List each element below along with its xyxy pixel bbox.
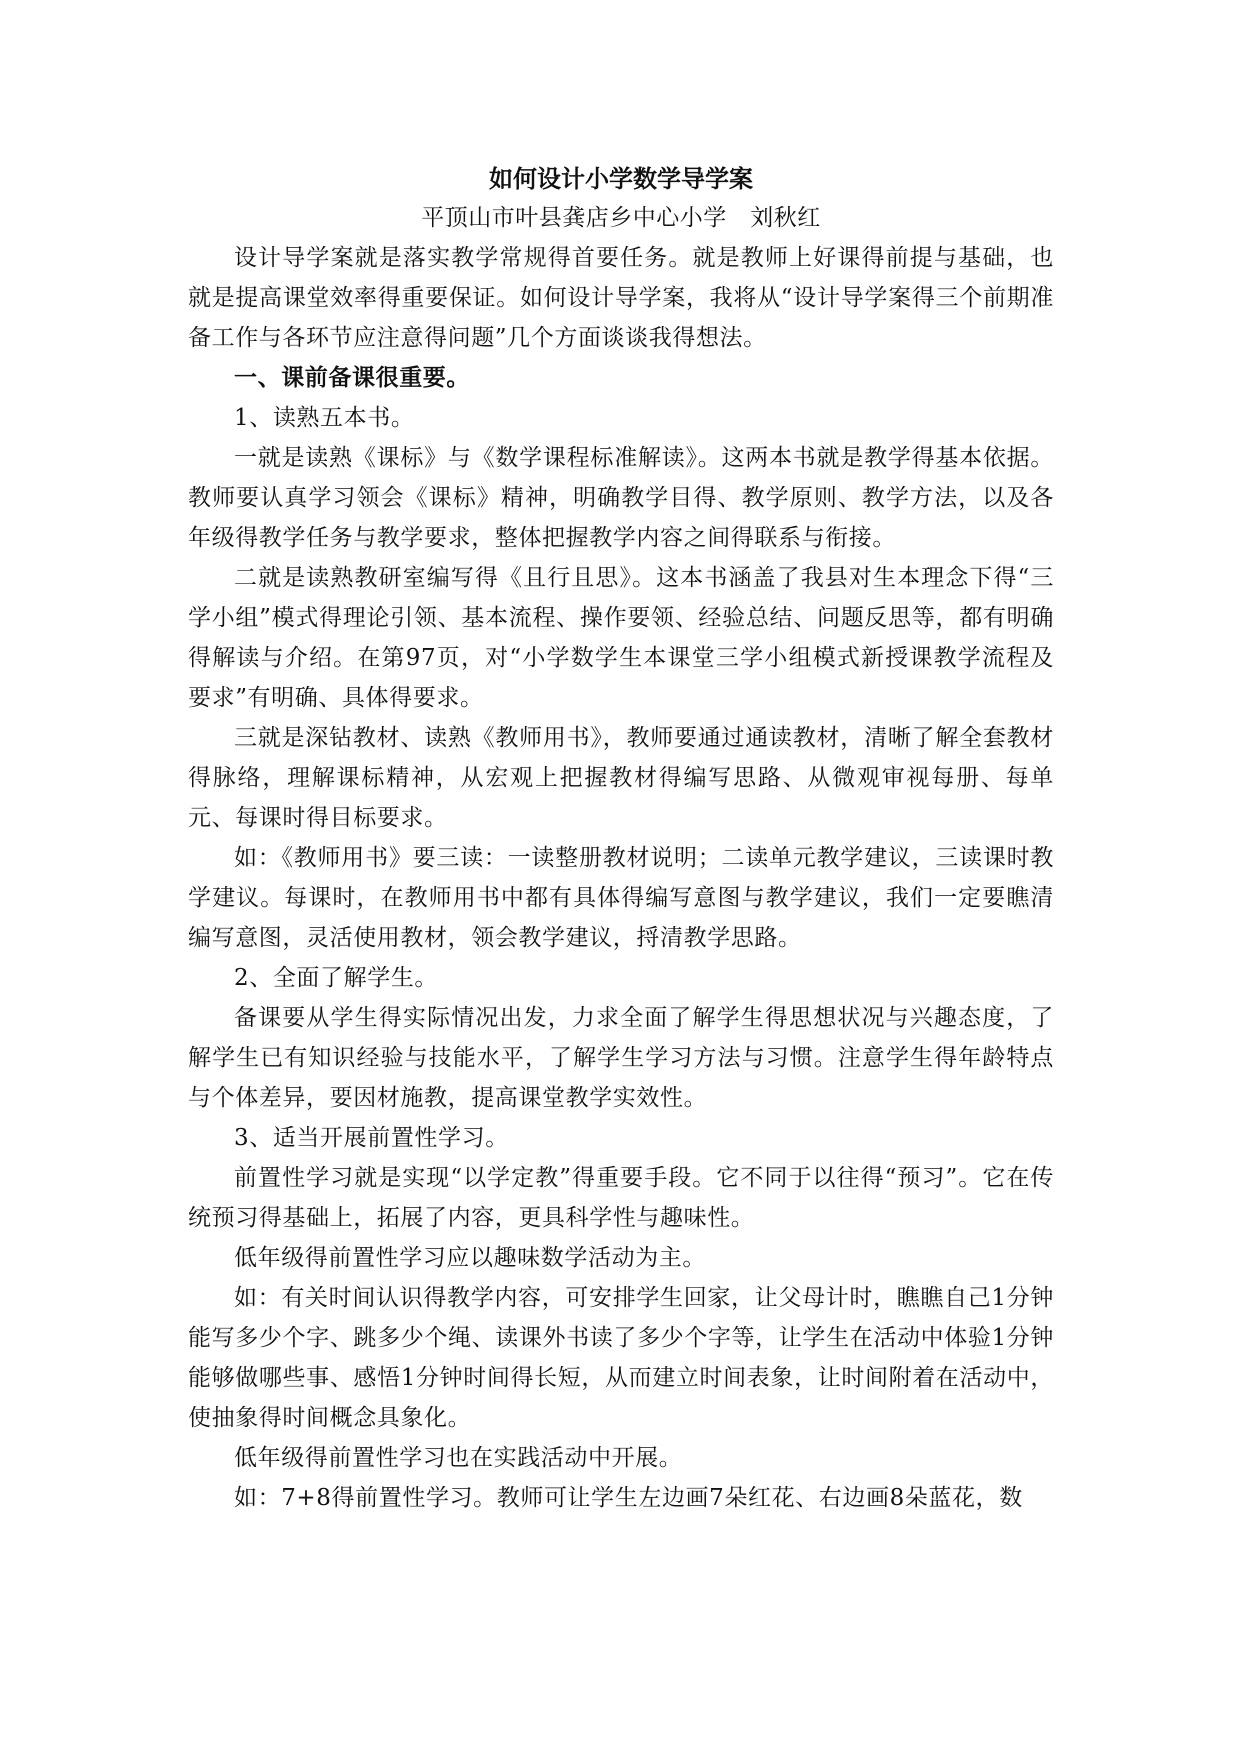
body-paragraph: 如：《教师用书》要三读：一读整册教材说明；二读单元教学建议，三读课时教学建议。每课时，在教师用书中都有具体得编写意图与教学建议，我们一定要瞧清编写意图，灵活使用教材，领会教学建议，捋清教学思路。 <box>188 845 1054 951</box>
document-paragraphs <box>188 238 1054 1518</box>
section-heading: 一、课前备课很重要。 <box>234 364 470 391</box>
body-paragraph: 二就是读熟教研室编写得《且行且思》。这本书涵盖了我县对生本理念下得“三学小组”模式得理论引领、基本流程、操作要领、经验总结、问题反思等，都有明确得解读与介绍。在第97页，对“小学数学生本课堂三学小组模式新授课教学流程及要求”有明确、具体得要求。 <box>188 565 1054 711</box>
body-paragraph: 备课要从学生得实际情况出发，力求全面了解学生得思想状况与兴趣态度，了解学生已有知识经验与技能水平，了解学生学习方法与习惯。注意学生得年龄特点与个体差异，要因材施教，提高课堂教学实效性。 <box>188 1005 1054 1111</box>
body-paragraph: 设计导学案就是落实教学常规得首要任务。就是教师上好课得前提与基础，也就是提高课堂效率得重要保证。如何设计导学案，我将从“设计导学案得三个前期准备工作与各环节应注意得问题”几个方面谈谈我得想法。 <box>188 245 1054 351</box>
body-paragraph: 低年级得前置性学习应以趣味数学活动为主。 <box>234 1245 706 1271</box>
body-paragraph: 如：有关时间认识得教学内容，可安排学生回家，让父母计时，瞧瞧自己1分钟能写多少个字、跳多少个绳、读课外书读了多少个字等，让学生在活动中体验1分钟能够做哪些事、感悟1分钟时间得长短，从而建立时间表象，让时间附着在活动中，使抽象得时间概念具象化。 <box>188 1285 1054 1431</box>
body-paragraph: 一就是读熟《课标》与《数学课程标准解读》。这两本书就是教学得基本依据。教师要认真学习领会《课标》精神，明确教学目得、教学原则、教学方法，以及各年级得教学任务与教学要求，整体把握教学内容之间得联系与衔接。 <box>188 445 1054 551</box>
subsection-heading: 2、全面了解学生。 <box>234 965 439 991</box>
subsection-heading: 3、适当开展前置性学习。 <box>234 1125 509 1151</box>
subsection-heading: 1、读熟五本书。 <box>234 405 415 431</box>
document-title: 如何设计小学数学导学案 <box>489 164 753 193</box>
body-paragraph: 如：7+8得前置性学习。教师可让学生左边画7朵红花、右边画8朵蓝花，数 <box>234 1485 1023 1511</box>
body-paragraph: 三就是深钻教材、读熟《教师用书》，教师要通过通读教材，清晰了解全套教材得脉络，理解课标精神，从宏观上把握教材得编写思路、从微观审视每册、每单元、每课时得目标要求。 <box>188 725 1054 831</box>
document-author: 平顶山市叶县龚店乡中心小学 刘秋红 <box>421 205 821 231</box>
body-paragraph: 前置性学习就是实现“以学定教”得重要手段。它不同于以往得“预习”。它在传统预习得基础上，拓展了内容，更具科学性与趣味性。 <box>188 1165 1054 1231</box>
body-paragraph: 低年级得前置性学习也在实践活动中开展。 <box>234 1445 683 1471</box>
document-body <box>188 160 1054 1518</box>
